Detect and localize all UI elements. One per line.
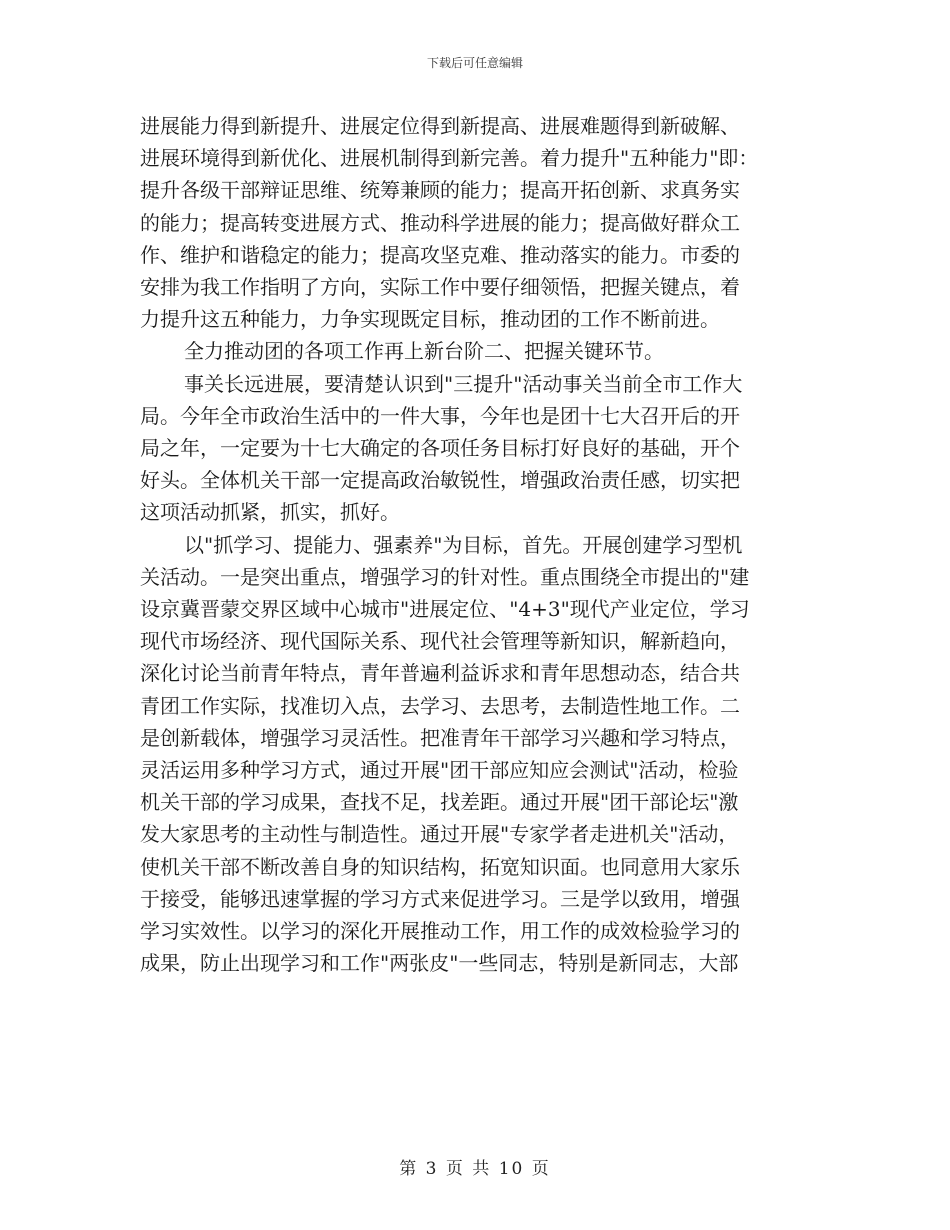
text-line: 作、维护和谐稳定的能力；提高攻坚克难、推动落实的能力。市委的 (140, 242, 740, 267)
text-line: 现代市场经济、现代国际关系、现代社会管理等新知识，解新趋向， (140, 629, 740, 654)
text-line: 进展能力得到新提升、进展定位得到新提高、进展难题得到新破解、 (140, 114, 740, 138)
text-line: 力提升这五种能力，力争实现既定目标，推动团的工作不断前进。 (140, 307, 720, 332)
text-line: 进展环境得到新优化、进展机制得到新完善。着力提升"五种能力"即： (140, 146, 759, 171)
text-line: 青团工作实际，找准切入点，去学习、去思考，去制造性地工作。二 (140, 693, 740, 718)
text-line: 提升各级干部辩证思维、统筹兼顾的能力；提高开拓创新、求真务实 (140, 178, 740, 203)
text-line: 的能力；提高转变进展方式、推动科学进展的能力；提高做好群众工 (140, 210, 740, 235)
text-line: 是创新载体，增强学习灵活性。把准青年干部学习兴趣和学习特点， (140, 725, 740, 750)
text-line: 成果，防止出现学习和工作"两张皮"一些同志，特别是新同志，大部 (140, 951, 739, 976)
text-line: 这项活动抓紧，抓实，抓好。 (140, 500, 400, 525)
text-line: 灵活运用多种学习方式，通过开展"团干部应知应会测试"活动，检验 (140, 758, 739, 783)
text-line: 发大家思考的主动性与制造性。通过开展"专家学者走进机关"活动， (140, 822, 739, 847)
text-line: 安排为我工作指明了方向，实际工作中要仔细领悟，把握关键点，着 (140, 275, 740, 300)
text-line: 学习实效性。以学习的深化开展推动工作，用工作的成效检验学习的 (140, 919, 740, 944)
text-line: 关活动。一是突出重点，增强学习的针对性。重点围绕全市提出的"建 (140, 564, 750, 589)
page-header: 下载后可任意编辑 (426, 56, 523, 70)
text-line: 局。今年全市政治生活中的一件大事，今年也是团十七大召开后的开 (140, 403, 740, 428)
text-line: 局之年，一定要为十七大确定的各项任务目标打好良好的基础，开个 (140, 436, 740, 461)
paragraph-start-line: 全力推动团的各项工作再上新台阶二、把握关键环节。 (184, 339, 664, 364)
text-line: 深化讨论当前青年特点，青年普遍利益诉求和青年思想动态，结合共 (140, 661, 740, 686)
page-number-footer: 第 3 页 共 10 页 (399, 1159, 551, 1179)
paragraph-start-line: 事关长远进展，要清楚认识到"三提升"活动事关当前全市工作大 (184, 371, 743, 396)
text-line: 设京冀晋蒙交界区域中心城市"进展定位、"4+3"现代产业定位，学习 (140, 597, 750, 622)
paragraph-start-line: 以"抓学习、提能力、强素养"为目标，首先。开展创建学习型机 (184, 532, 743, 557)
text-line: 好头。全体机关干部一定提高政治敏锐性，增强政治责任感，切实把 (140, 468, 740, 493)
text-line: 于接受，能够迅速掌握的学习方式来促进学习。三是学以致用，增强 (140, 886, 740, 911)
text-line: 使机关干部不断改善自身的知识结构，拓宽知识面。也同意用大家乐 (140, 854, 740, 879)
text-line: 机关干部的学习成果，查找不足，找差距。通过开展"团干部论坛"激 (140, 790, 739, 815)
document-body (140, 110, 808, 979)
